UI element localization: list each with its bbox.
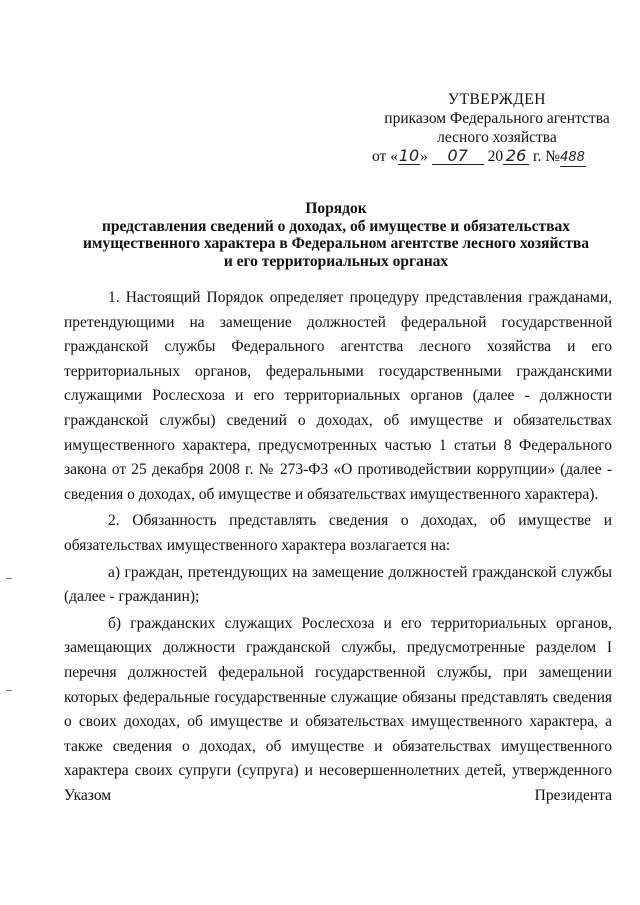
approval-title: УТВЕРЖДЕН: [448, 91, 546, 108]
title-line-1: Порядок: [305, 200, 367, 217]
scan-margin-mark: [6, 578, 12, 579]
handwritten-number: 488: [560, 150, 585, 165]
document-body: [64, 286, 612, 810]
approval-date-line: [372, 147, 622, 167]
year-prefix: 20: [487, 148, 504, 165]
handwritten-month: 07: [432, 148, 484, 165]
title-line-4: и его территориальных органах: [223, 252, 449, 270]
approval-stamp: [372, 90, 622, 167]
paragraph-2b: б) гражданских служащих Рослесхоза и его территориальных органов, замещающих должности гражданской службы, предусмотренные разделом I перечня должностей федеральной государственной службы, при замещении которых федеральные государственные служащие обязаны представлять сведения о своих доходах, об имуществе и обязательствах имущественного характера, а также сведения о доходах, об имуществе и обязательствах имущественного характера своих супруги (супруга) и несовершеннолетних детей, утвержденного Указом Президента: [64, 614, 612, 804]
approval-line-2: лесного хозяйства: [437, 129, 557, 146]
handwritten-day: 10: [398, 146, 420, 165]
handwritten-year: 26: [503, 148, 529, 165]
number-prefix: г. №: [532, 148, 561, 165]
document-title: [60, 200, 612, 270]
date-prefix: от «: [372, 148, 398, 165]
approval-line-1: приказом Федерального агентства: [384, 110, 610, 127]
date-day-close: »: [419, 148, 428, 165]
paragraph-1: 1. Настоящий Порядок определяет процедуру представления гражданами, претендующими на замещение должностей федеральной государственной гражданской службы Федерального агентства лесного хозяйства и его территориальных органов, федеральными государственными гражданскими служащими Рослесхоза и его территориальных органов (далее - должности гражданской службы) сведений о доходах, об имуществе и обязательствах имущественного характера, предусмотренных частью 1 статьи 8 Федерального закона от 25 декабря 2008 г. № 273-ФЗ «О противодействии коррупции» (далее - сведения о доходах, об имуществе и обязательствах имущественного характера).: [64, 289, 612, 503]
scan-margin-mark: [6, 690, 12, 691]
paragraph-2: 2. Обязанность представлять сведения о доходах, об имуществе и обязательствах имущественного характера возлагается на:: [64, 512, 612, 554]
paragraph-2a: а) граждан, претендующих на замещение должностей гражданской службы (далее - гражданин);: [64, 563, 612, 606]
title-line-3: имущественного характера в Федеральном агентстве лесного хозяйства: [82, 235, 590, 252]
title-line-2: представления сведений о доходах, об имуществе и обязательствах: [101, 217, 571, 235]
